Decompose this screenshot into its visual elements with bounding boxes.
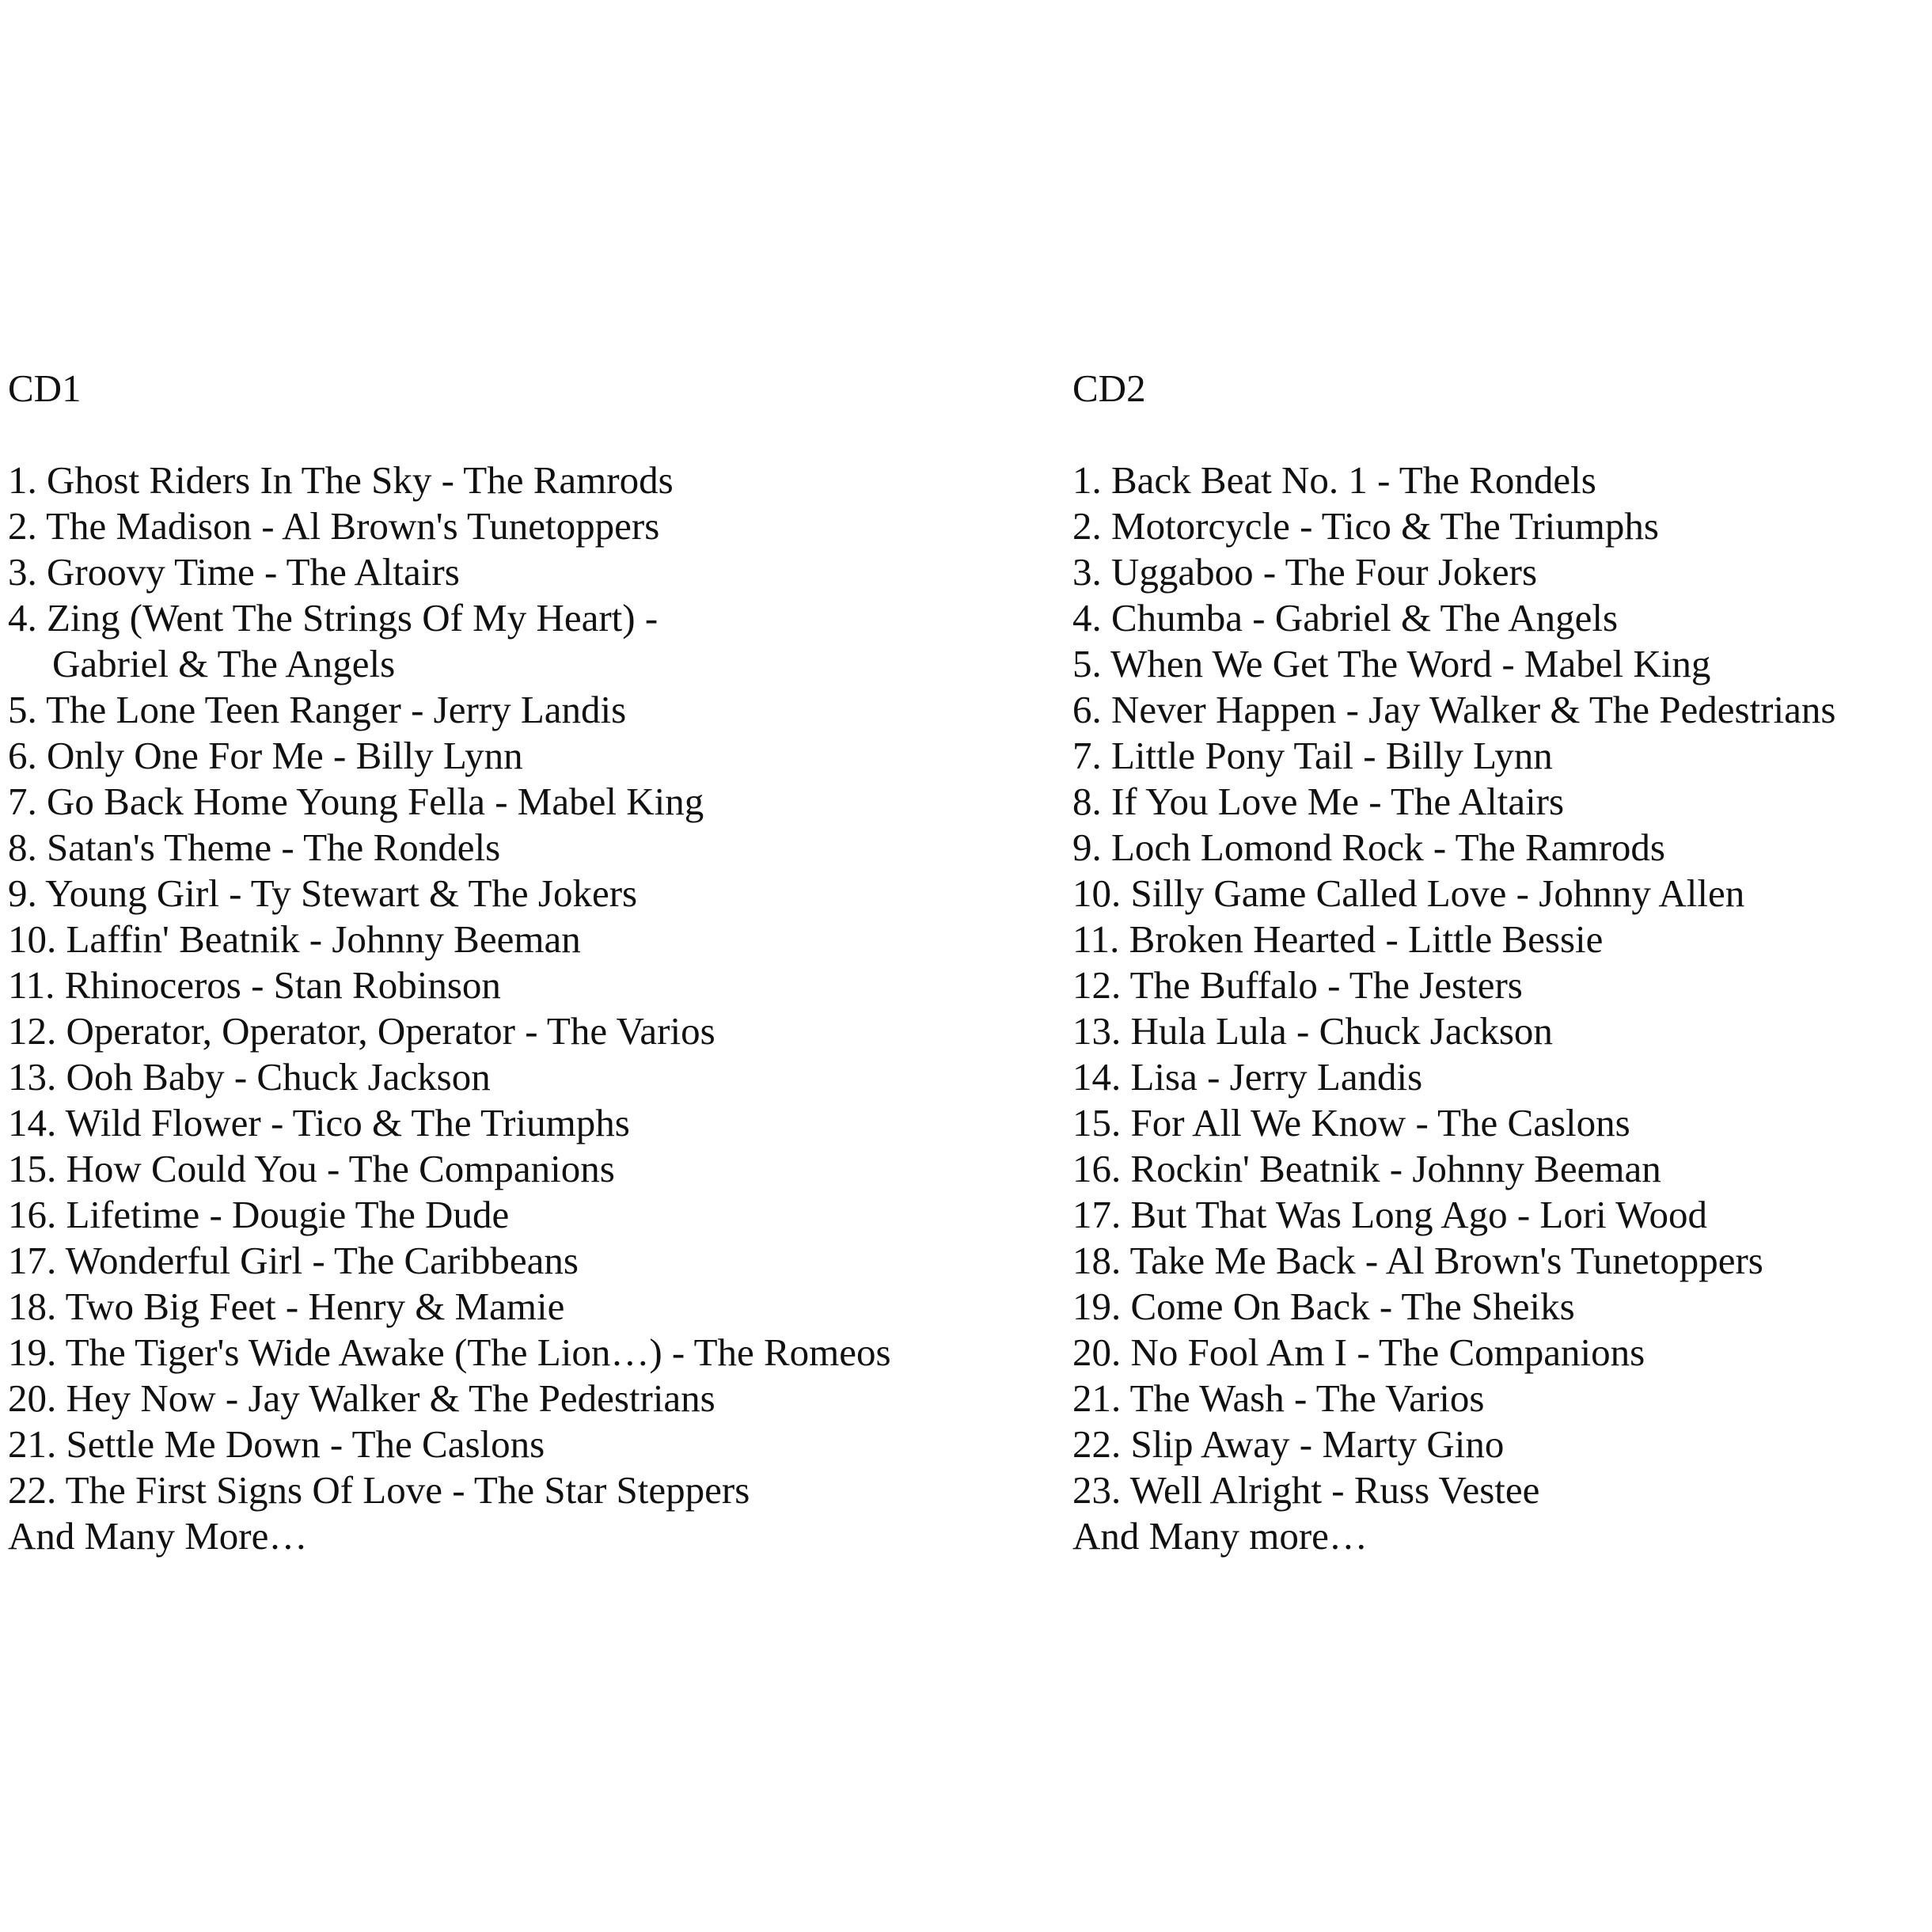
track-item: 11. Rhinoceros - Stan Robinson xyxy=(8,963,501,1007)
cd2-heading: CD2 xyxy=(1072,366,1146,410)
track-item: 10. Silly Game Called Love - Johnny Allen xyxy=(1072,871,1745,915)
track-item: 1. Back Beat No. 1 - The Rondels xyxy=(1072,458,1596,502)
track-item: 21. Settle Me Down - The Caslons xyxy=(8,1422,545,1466)
track-item: 15. For All We Know - The Caslons xyxy=(1072,1101,1630,1144)
track-item: 4. Chumba - Gabriel & The Angels xyxy=(1072,596,1619,640)
cd2-more-text: And Many more… xyxy=(1072,1514,1368,1558)
track-item: 6. Never Happen - Jay Walker & The Pedestrians xyxy=(1072,688,1836,731)
cd2-column xyxy=(1072,366,1835,1559)
track-item: 23. Well Alright - Russ Vestee xyxy=(1072,1468,1540,1512)
track-item: 19. Come On Back - The Sheiks xyxy=(1072,1285,1575,1328)
cd1-column xyxy=(8,366,891,1559)
track-item-continuation: Gabriel & The Angels xyxy=(52,642,396,685)
track-item: 20. Hey Now - Jay Walker & The Pedestrians xyxy=(8,1376,715,1420)
track-item: 8. Satan's Theme - The Rondels xyxy=(8,826,501,869)
track-item: 5. When We Get The Word - Mabel King xyxy=(1072,642,1711,685)
track-item: 12. The Buffalo - The Jesters xyxy=(1072,963,1523,1007)
track-item: 2. The Madison - Al Brown's Tunetoppers xyxy=(8,504,660,548)
track-item: 8. If You Love Me - The Altairs xyxy=(1072,780,1565,823)
track-item: 12. Operator, Operator, Operator - The Varios xyxy=(8,1009,715,1053)
track-item: 18. Two Big Feet - Henry & Mamie xyxy=(8,1285,565,1328)
track-item: 3. Uggaboo - The Four Jokers xyxy=(1072,550,1538,594)
cd1-tracklist xyxy=(8,457,891,1513)
track-item: 7. Little Pony Tail - Billy Lynn xyxy=(1072,734,1553,777)
track-item: 5. The Lone Teen Ranger - Jerry Landis xyxy=(8,688,627,731)
track-item: 19. The Tiger's Wide Awake (The Lion…) - The Romeos xyxy=(8,1330,891,1374)
track-item: 4. Zing (Went The Strings Of My Heart) - xyxy=(8,596,659,640)
track-item: 13. Hula Lula - Chuck Jackson xyxy=(1072,1009,1553,1053)
track-item: 6. Only One For Me - Billy Lynn xyxy=(8,734,523,777)
track-item: 2. Motorcycle - Tico & The Triumphs xyxy=(1072,504,1659,548)
track-item: 22. Slip Away - Marty Gino xyxy=(1072,1422,1505,1466)
track-item: 11. Broken Hearted - Little Bessie xyxy=(1072,917,1604,961)
track-item: 14. Wild Flower - Tico & The Triumphs xyxy=(8,1101,630,1144)
track-item: 15. How Could You - The Companions xyxy=(8,1147,615,1190)
track-item: 18. Take Me Back - Al Brown's Tunetoppers xyxy=(1072,1239,1763,1282)
track-item: 10. Laffin' Beatnik - Johnny Beeman xyxy=(8,917,581,961)
cd1-more-text: And Many More… xyxy=(8,1514,308,1558)
track-item: 14. Lisa - Jerry Landis xyxy=(1072,1055,1423,1099)
track-item: 9. Young Girl - Ty Stewart & The Jokers xyxy=(8,871,638,915)
track-item: 7. Go Back Home Young Fella - Mabel King xyxy=(8,780,704,823)
track-item: 1. Ghost Riders In The Sky - The Ramrods xyxy=(8,458,674,502)
track-item: 16. Lifetime - Dougie The Dude xyxy=(8,1193,510,1236)
track-item: 16. Rockin' Beatnik - Johnny Beeman xyxy=(1072,1147,1661,1190)
track-item: 3. Groovy Time - The Altairs xyxy=(8,550,460,594)
track-item: 9. Loch Lomond Rock - The Ramrods xyxy=(1072,826,1665,869)
cd1-heading: CD1 xyxy=(8,366,82,410)
track-item: 20. No Fool Am I - The Companions xyxy=(1072,1330,1645,1374)
cd2-tracklist xyxy=(1072,457,1835,1513)
track-item: 17. Wonderful Girl - The Caribbeans xyxy=(8,1239,579,1282)
track-item: 21. The Wash - The Varios xyxy=(1072,1376,1485,1420)
track-item: 13. Ooh Baby - Chuck Jackson xyxy=(8,1055,491,1099)
track-item: 22. The First Signs Of Love - The Star Steppers xyxy=(8,1468,750,1512)
track-item: 17. But That Was Long Ago - Lori Wood xyxy=(1072,1193,1707,1236)
